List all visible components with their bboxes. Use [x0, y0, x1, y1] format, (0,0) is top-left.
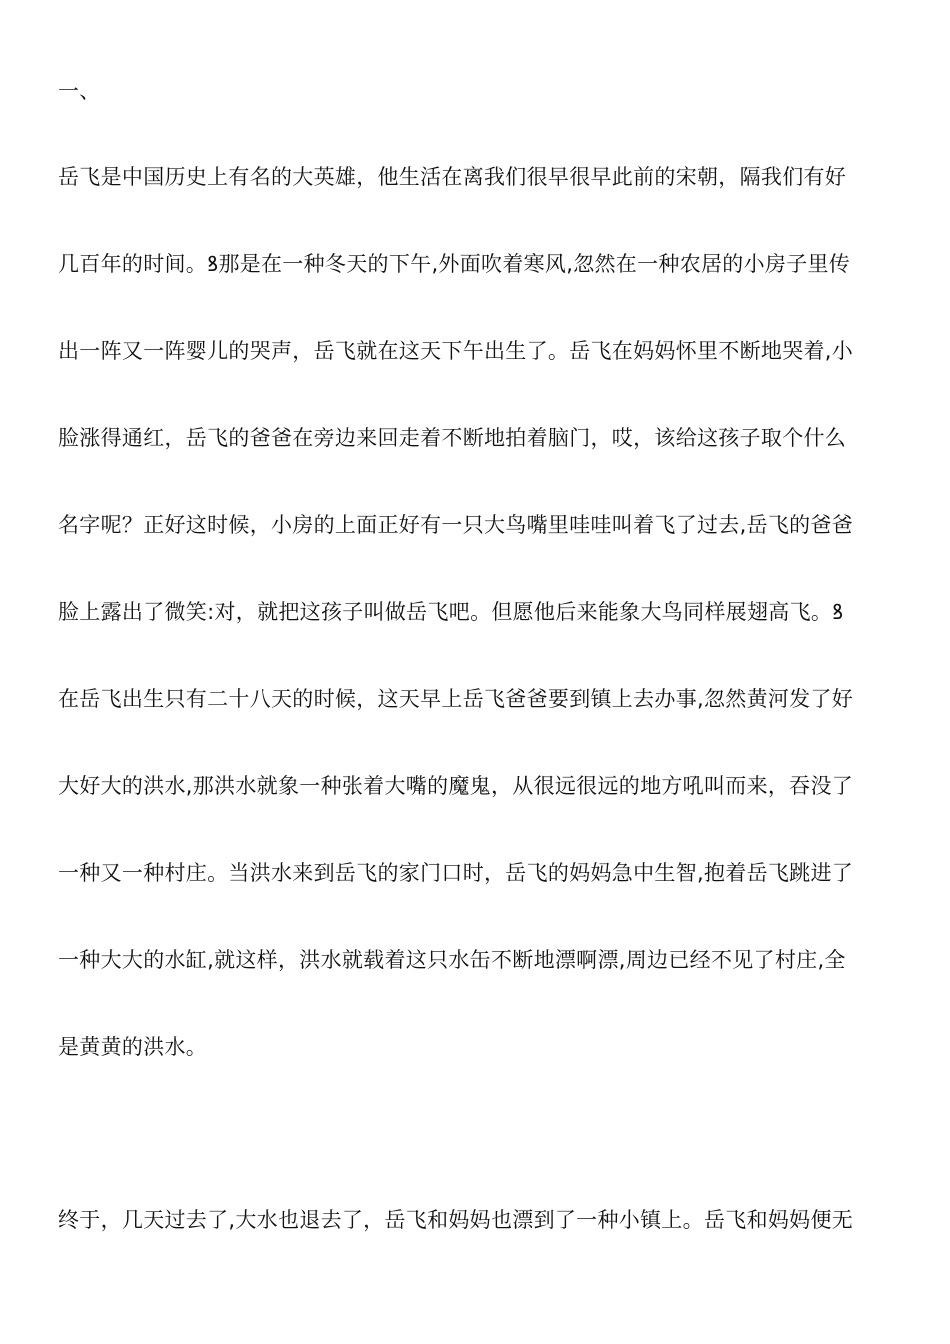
section-heading: 一、 — [58, 79, 101, 103]
paragraph-line: 是黄黄的洪水。 — [58, 1035, 208, 1059]
paragraph-line: 一种又一种村庄。当洪水来到岳飞的家门口时，岳飞的妈妈急中生智,抱着岳飞跳进了 — [58, 861, 854, 885]
paragraph-line: 几百年的时间。ꝸ那是在一种冬天的下午,外面吹着寒风,忽然在一种农居的小房子里传 — [58, 252, 851, 276]
paragraph-line: 脸上露出了微笑:对，就把这孩子叫做岳飞吧。但愿他后来能象大鸟同样展翅高飞。ꝸ — [58, 600, 844, 624]
paragraph-line: 岳飞是中国历史上有名的大英雄，他生活在离我们很早很早此前的宋朝，隔我们有好 — [58, 165, 847, 189]
paragraph-line: 名字呢？正好这时候，小房的上面正好有一只大鸟嘴里哇哇叫着飞了过去,岳飞的爸爸 — [58, 513, 854, 537]
paragraph-line: 脸涨得通红，岳飞的爸爸在旁边来回走着不断地拍着脑门，哎，该给这孩子取个什么 — [58, 426, 847, 450]
paragraph-line: 大好大的洪水,那洪水就象一种张着大嘴的魔鬼，从很远很远的地方吼叫而来，吞没了 — [58, 774, 854, 798]
paragraph-line: 在岳飞出生只有二十八天的时候，这天早上岳飞爸爸要到镇上去办事,忽然黄河发了好 — [58, 687, 854, 711]
paragraph-line: 出一阵又一阵婴儿的哭声，岳飞就在这天下午出生了。岳飞在妈妈怀里不断地哭着,小 — [58, 339, 854, 363]
paragraph-line: 终于，几天过去了,大水也退去了，岳飞和妈妈也漂到了一种小镇上。岳飞和妈妈便无 — [58, 1208, 854, 1232]
paragraph-line: 一种大大的水缸,就这样，洪水就载着这只水缶不断地漂啊漂,周边已经不见了村庄,全 — [58, 948, 846, 972]
